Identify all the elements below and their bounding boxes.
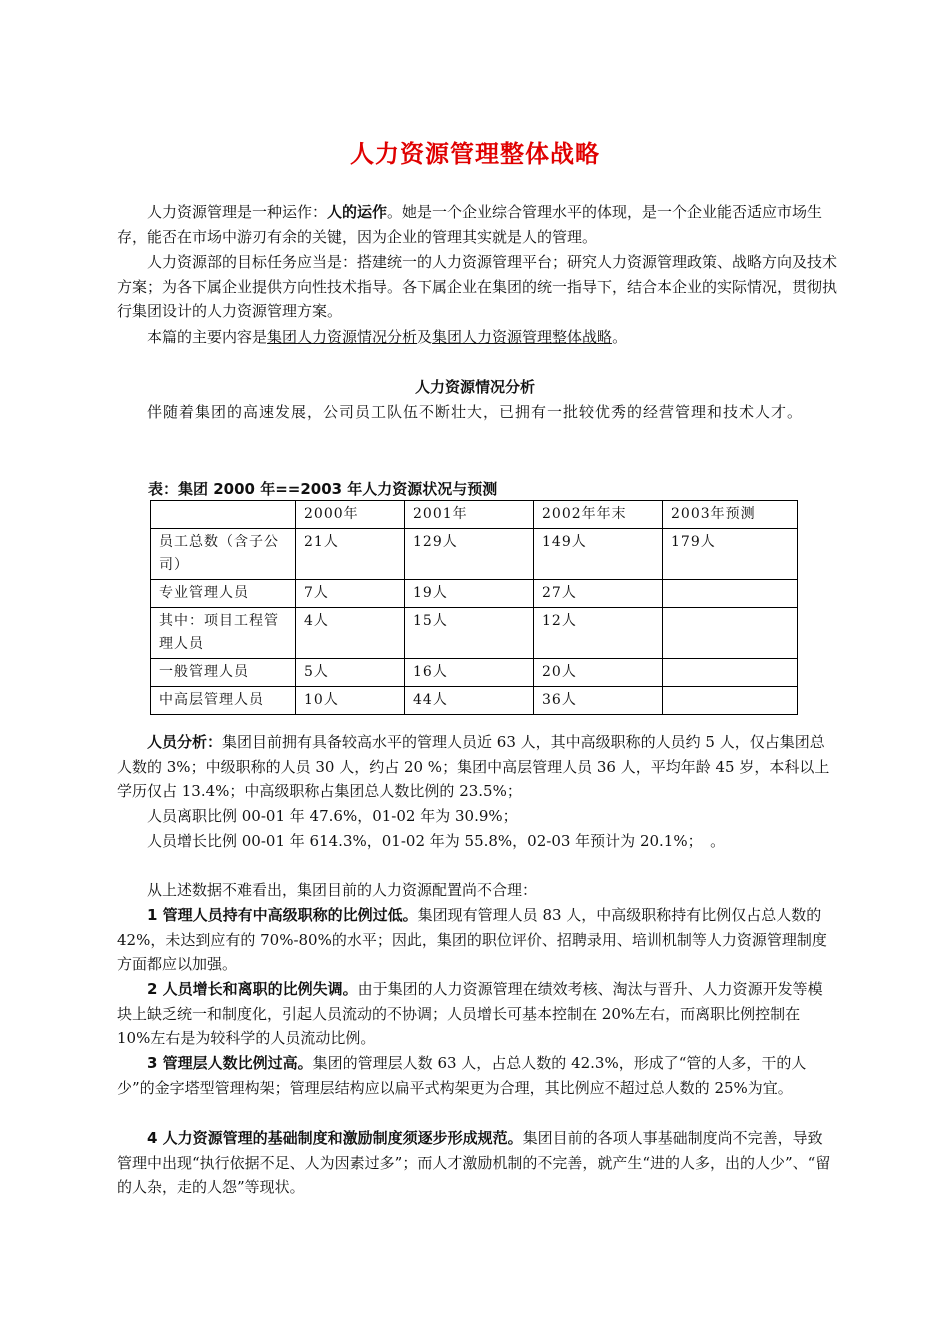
intro-p1-a: 人力资源管理是一种运作： <box>147 203 328 221</box>
link-hr-strategy[interactable]: 集团人力资源管理整体战略 <box>432 328 613 346</box>
table-cell: 16人 <box>405 659 534 687</box>
intro-p1-c: 。她是一个企业综合管理水平的体现，是一个企业能否适应市场生存，能否在市场中游刃有余的关键，因为企业的管理其实就是人的管理。 <box>117 203 823 246</box>
table-cell: 专业管理人员 <box>151 580 296 608</box>
table-cell: 21人 <box>296 529 405 580</box>
table-cell: 15人 <box>405 608 534 659</box>
table-header-cell: 2003年预测 <box>663 501 798 529</box>
point-2-text: 由于集团的人力资源管理在绩效考核、淘汰与晋升、人力资源开发等模块上缺乏统一和制度化，引起人员流动的不协调；人员增长可基本控制在 20%左右，而离职比例控制在 10%左右是为较科学的人员流动比例。 <box>117 980 823 1047</box>
table-cell <box>663 659 798 687</box>
point-3-text: 集团的管理层人数 63 人，占总人数的 42.3%，形成了“管的人多，干的人少”的金字塔型管理构架；管理层结构应以扁平式构架更为合理，其比例应不超过总人数的 25%为宜。 <box>117 1054 807 1097</box>
table-cell: 129人 <box>405 529 534 580</box>
link-hr-analysis[interactable]: 集团人力资源情况分析 <box>267 328 418 346</box>
table-header-row <box>151 501 798 529</box>
table-cell: 19人 <box>405 580 534 608</box>
hr-table <box>150 500 798 715</box>
table-cell: 5人 <box>296 659 405 687</box>
table-cell: 179人 <box>663 529 798 580</box>
conclusion-point-2 <box>117 977 837 1051</box>
table-header-cell: 2002年年末 <box>534 501 663 529</box>
table-row <box>151 687 798 715</box>
point-1-text: 集团现有管理人员 83 人，中高级职称持有比例仅占总人数的 42%，未达到应有的 70%-80%的水平；因此，集团的职位评价、招聘录用、培训机制等人力资源管理制度方面都应以加强。 <box>117 906 827 973</box>
table-cell <box>663 580 798 608</box>
analysis-text: 集团目前拥有具备较高水平的管理人员近 63 人，其中高级职称的人员约 5 人，仅占集团总人数的 3%；中级职称的人员 30 人，约占 20 %；集团中高层管理人员 36 人，平均年龄 45 岁，本科以上学历仅占 13.4%；中高级职称占集团总人数比例的 23.5%； <box>117 733 830 800</box>
table-row <box>151 659 798 687</box>
table-cell: 中高层管理人员 <box>151 687 296 715</box>
table-cell: 44人 <box>405 687 534 715</box>
table-row <box>151 608 798 659</box>
table-cell: 20人 <box>534 659 663 687</box>
conclusion-intro: 从上述数据不难看出，集团目前的人力资源配置尚不合理： <box>147 881 538 899</box>
table-header-cell: 2000年 <box>296 501 405 529</box>
table-header-cell: 2001年 <box>405 501 534 529</box>
point-3-heading: 3 管理层人数比例过高。 <box>147 1054 313 1072</box>
table-row <box>151 529 798 580</box>
table-header-cell <box>151 501 296 529</box>
table-cell: 36人 <box>534 687 663 715</box>
table-cell: 12人 <box>534 608 663 659</box>
conclusion-point-3 <box>117 1051 837 1100</box>
table-cell: 7人 <box>296 580 405 608</box>
intro-p3-a: 本篇的主要内容是 <box>147 328 268 346</box>
table-cell: 27人 <box>534 580 663 608</box>
section-heading: 人力资源情况分析 <box>414 378 535 396</box>
table-cell: 一般管理人员 <box>151 659 296 687</box>
intro-p3-end: 。 <box>612 328 628 346</box>
point-4-text: 集团目前的各项人事基础制度尚不完善，导致管理中出现“执行依据不足、人为因素过多”；而人才激励机制的不完善，就产生“进的人多，出的人少”、“留的人杂，走的人怨”等现状。 <box>117 1129 831 1196</box>
conclusion-point-1 <box>117 903 837 977</box>
table-cell: 员工总数（含子公司） <box>151 529 296 580</box>
table-cell: 10人 <box>296 687 405 715</box>
analysis-paragraph <box>117 730 837 804</box>
conclusion-point-4 <box>117 1126 837 1200</box>
table-cell <box>663 687 798 715</box>
point-1-heading: 1 管理人员持有中高级职称的比例过低。 <box>147 906 418 924</box>
intro-paragraph-2: 人力资源部的目标任务应当是：搭建统一的人力资源管理平台；研究人力资源管理政策、战略方向及技术方案；为各下属企业提供方向性技术指导。各下属企业在集团的统一指导下，结合本企业的实际情况，贯彻执行集团设计的人力资源管理方案。 <box>117 253 838 320</box>
intro-p1-bold: 人的运作 <box>327 203 388 221</box>
growth-line: 人员增长比例 00-01 年 614.3%，01-02 年为 55.8%，02-03 年预计为 20.1%； 。 <box>147 832 726 850</box>
point-2-heading: 2 人员增长和离职的比例失调。 <box>147 980 358 998</box>
table-caption: 表：集团 2000 年==2003 年人力资源状况与预测 <box>148 480 498 498</box>
section-paragraph: 伴随着集团的高速发展，公司员工队伍不断壮大，已拥有一批较优秀的经营管理和技术人才。 <box>147 403 804 421</box>
table-row <box>151 580 798 608</box>
table-cell: 其中：项目工程管理人员 <box>151 608 296 659</box>
point-4-heading: 4 人力资源管理的基础制度和激励制度须逐步形成规范。 <box>147 1129 523 1147</box>
analysis-label: 人员分析： <box>147 733 223 751</box>
intro-p3-mid: 及 <box>417 328 433 346</box>
intro-paragraph-3 <box>117 325 837 350</box>
page-title: 人力资源管理整体战略 <box>350 140 600 168</box>
table-cell: 4人 <box>296 608 405 659</box>
table-cell: 149人 <box>534 529 663 580</box>
intro-paragraph-1 <box>117 200 837 249</box>
turnover-line: 人员离职比例 00-01 年 47.6%，01-02 年为 30.9%； <box>147 807 518 825</box>
table-cell <box>663 608 798 659</box>
